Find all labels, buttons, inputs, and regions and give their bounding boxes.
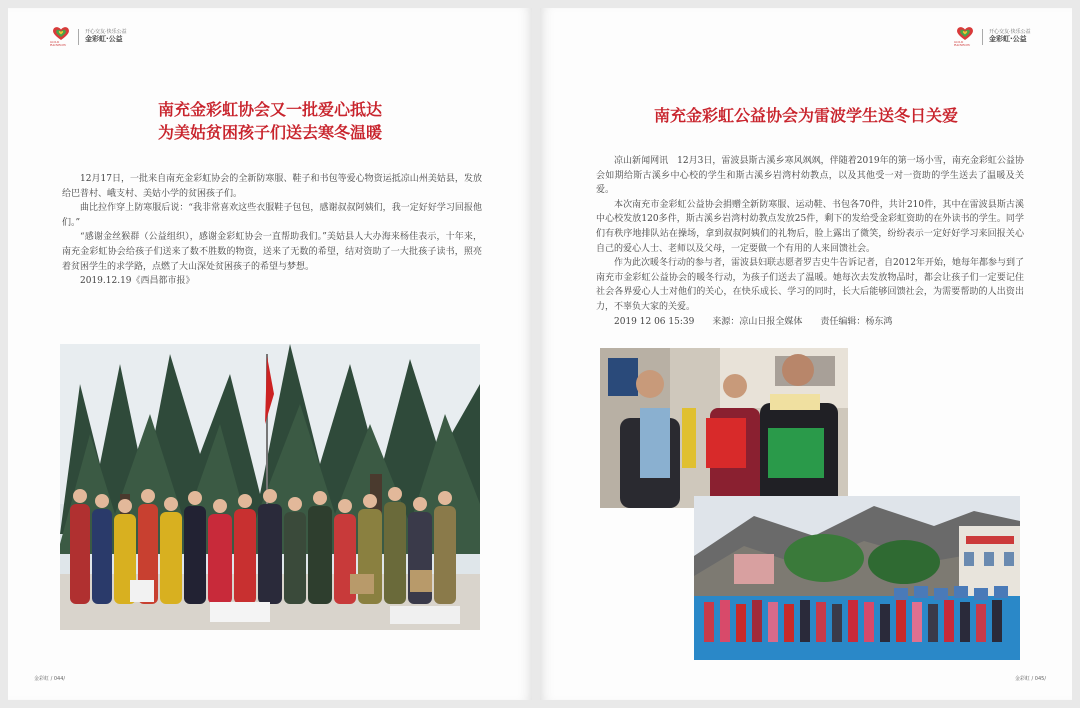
left-article-title [8,98,532,144]
brand-logo [954,26,1031,48]
right-paragraph: 本次南充市金彩虹公益协会捐赠全新防寒服、运动鞋、书包各70件，共计210件，其中在雷波县斯古溪中心校发放120多件，斯古溪乡岩湾村幼教点发放25件，剩下的发给受金彩虹资助的在外读书的学生。同学们有秩序地排队站在操场，拿到叔叔阿姨们的礼物后，脸上露出了微笑，纷纷表示一定好好学习来回报关心自己的爱心人士、老师以及父母，一定要做一个有用的人来回馈社会。 [596,199,1024,254]
left-title-line-2: 为美姑贫困孩子们送去寒冬温暖 [157,123,382,142]
right-article-title: 南充金彩虹公益协会为雷波学生送冬日关爱 [653,106,958,125]
logo-brand-name: 金彩虹·公益 [989,34,1027,43]
logo-slogan: 开心交友·快乐公益 [989,29,1031,36]
left-article-body [62,172,482,289]
left-paragraph: “感谢金丝猴群（公益组织），感谢金彩虹协会一直帮助我们。”美姑县人大办海来杨佳表示，十年来，南充金彩虹协会给孩子们送来了数不胜数的物资，送来了无数的希望，结对资助了一大批孩子读书，照亮着贫困学生的求学路，点燃了大山深处贫困孩子的希望与梦想。 [62,232,482,272]
heart-logo-icon: GOLD RAINBOW [954,26,976,48]
left-group-photo [60,344,480,630]
logo-divider [78,29,79,45]
right-paragraph: 凉山新闻网讯 12月3日，雷波县斯古溪乡寒风飒飒，伴随着2019年的第一场小雪，南充金彩虹公益协会如期给斯古溪乡中心校的学生和斯古溪乡岩湾村幼教点，以及其他受一对一资助的学生送去了温暖及关爱。 [596,156,1024,196]
right-bottom-photo [694,496,1020,660]
left-title-line-1: 南充金彩虹协会又一批爱心抵达 [157,100,382,119]
right-source-line: 2019 12 06 15:39 来源：凉山日报全媒体 责任编辑：杨东鸿 [614,316,893,327]
logo-slogan: 开心交友·快乐公益 [85,29,127,36]
left-paragraph: 曲比拉作穿上防寒服后说：“我非常喜欢这些衣服鞋子包包，感谢叔叔阿姨们，我一定好好学习回报他们。” [62,203,482,228]
heart-logo-icon: GOLD RAINBOW [50,26,72,48]
left-page-number: 金彩虹 / 044/ [34,676,66,682]
brand-logo [50,26,127,48]
right-paragraph: 作为此次暖冬行动的参与者，雷波县妇联志愿者罗吉史牛告诉记者，自2012年开始，她每年都参与到了南充市金彩虹公益协会的暖冬行动，为孩子们送去了温暖。她每次去发放物品时，都会让孩子们一定要记住社会各界爱心人士对他们的关心，在快乐成长、学习的同时，长大后能够回馈社会，为需要帮助的人出资出力，不辜负大家的关爱。 [596,258,1024,312]
left-source-line: 2019.12.19《西昌都市报》 [80,276,195,287]
right-article-body [596,154,1024,329]
left-page [8,8,532,700]
right-top-photo [600,348,848,508]
left-paragraph: 12月17日，一批来自南充金彩虹协会的全新防寒服、鞋子和书包等爱心物资运抵凉山州美姑县，发放给巴普村、峨支村、美姑小学的贫困孩子们。 [62,174,482,199]
right-page-number: 金彩虹 / 045/ [1014,676,1046,682]
logo-divider [982,29,983,45]
logo-brand-name: 金彩虹·公益 [85,34,123,43]
right-page [540,8,1072,700]
